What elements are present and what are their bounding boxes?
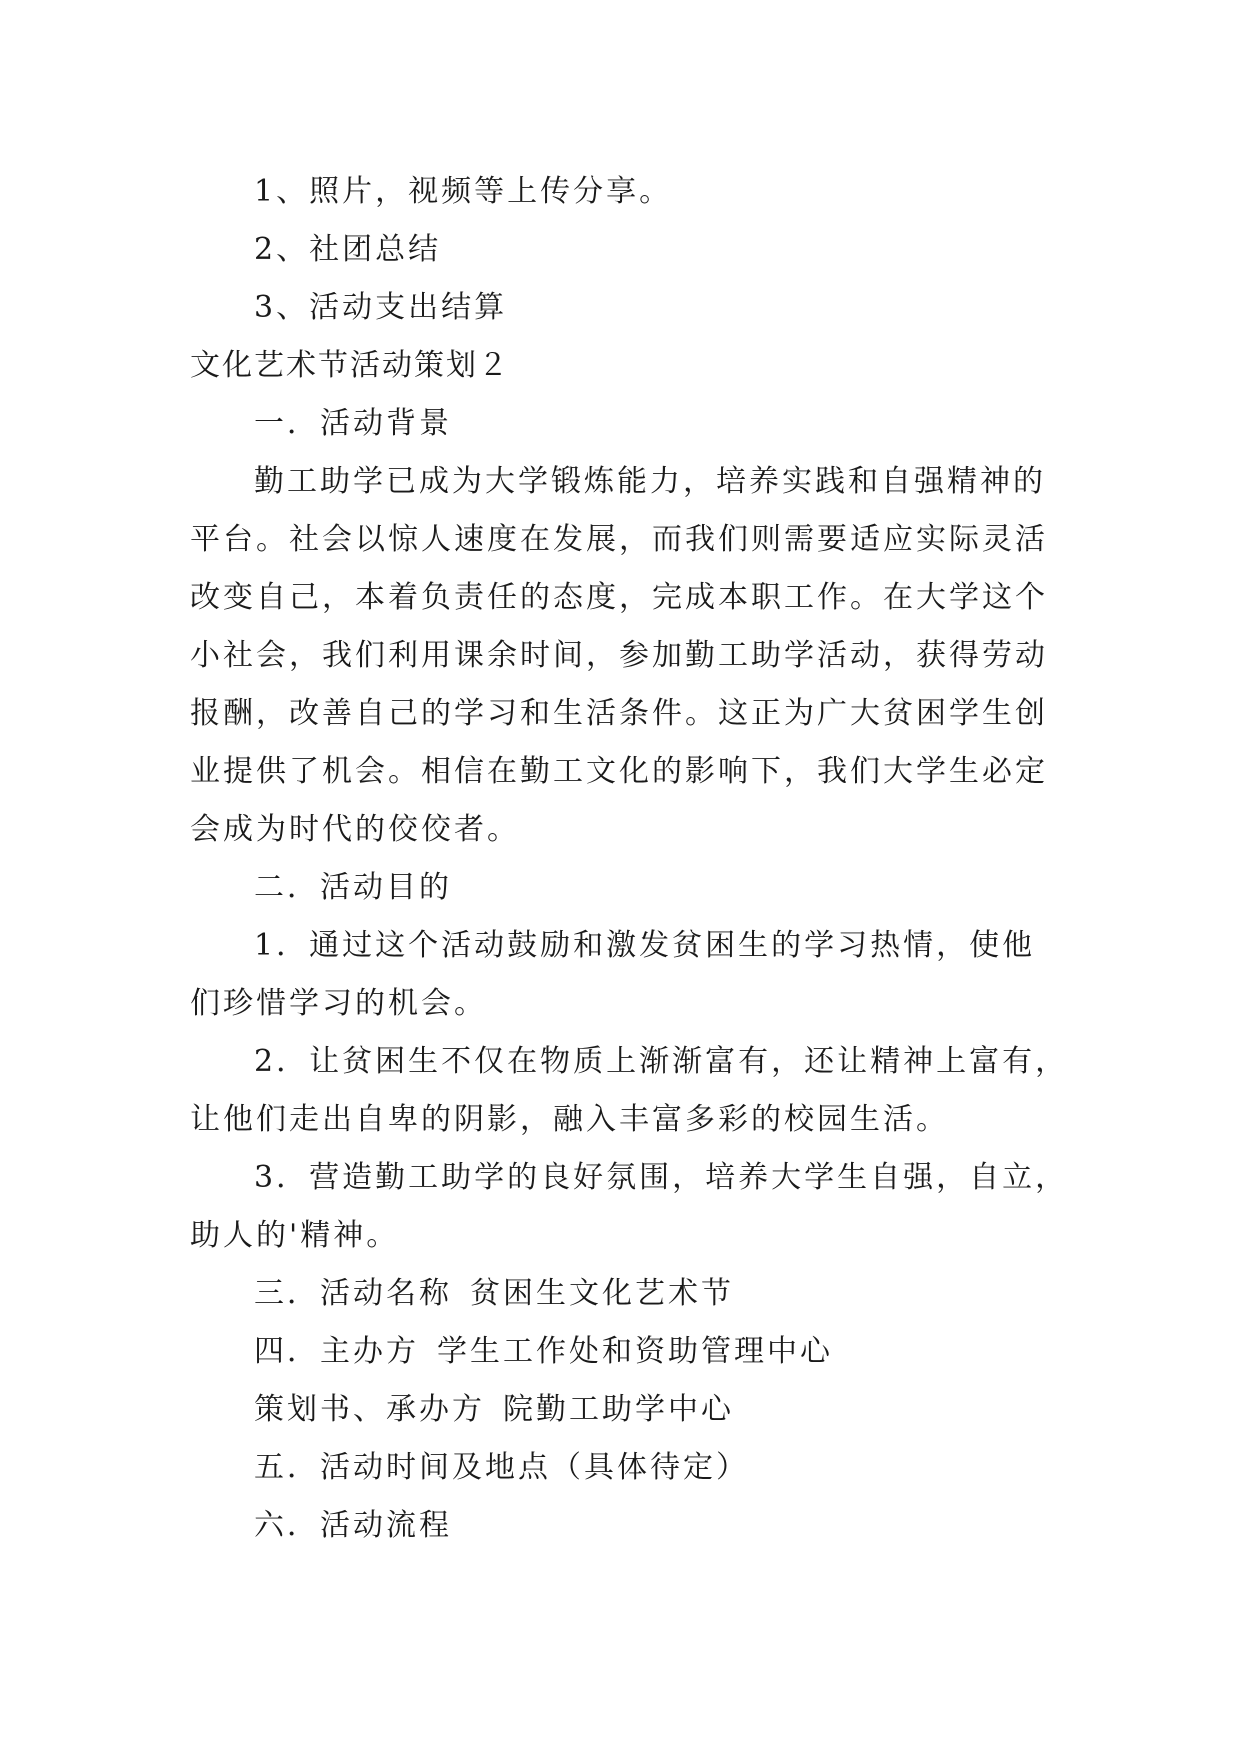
section-heading-background: 一．活动背景 xyxy=(254,406,452,441)
paragraph-line: 1．通过这个活动鼓励和激发贫困生的学习热情，使他 xyxy=(254,928,1036,963)
paragraph-line: 平台。社会以惊人速度在发展，而我们则需要适应实际灵活 xyxy=(190,522,1048,557)
organizer-value: 学生工作处和资助管理中心 xyxy=(437,1334,833,1369)
section-co-organizer xyxy=(190,1381,1070,1439)
paragraph-line: 助人的'精神。 xyxy=(190,1218,400,1253)
paragraph-line: 3．营造勤工助学的良好氛围，培养大学生自强，自立， xyxy=(254,1160,1069,1195)
section-heading-process: 六．活动流程 xyxy=(254,1508,452,1543)
co-organizer-value: 院勤工助学中心 xyxy=(503,1392,734,1427)
document-title: 文化艺术节活动策划２ xyxy=(190,348,510,383)
paragraph-line: 勤工助学已成为大学锻炼能力，培养实践和自强精神的 xyxy=(254,464,1046,499)
list-item: 1、照片，视频等上传分享。 xyxy=(254,174,673,209)
section-heading-time-place: 五．活动时间及地点（具体待定） xyxy=(254,1450,749,1485)
paragraph-line: 改变自己，本着负责任的态度，完成本职工作。在大学这个 xyxy=(190,580,1048,615)
paragraph-line: 报酬，改善自己的学习和生活条件。这正为广大贫困学生创 xyxy=(190,696,1048,731)
section-heading-name: 三．活动名称 xyxy=(254,1276,452,1311)
paragraph-line: 让他们走出自卑的阴影，融入丰富多彩的校园生活。 xyxy=(190,1102,949,1137)
paragraph-line: 业提供了机会。相信在勤工文化的影响下，我们大学生必定 xyxy=(190,754,1048,789)
document-body xyxy=(190,163,1070,1555)
activity-name-value: 贫困生文化艺术节 xyxy=(470,1276,734,1311)
paragraph-line: 会成为时代的佼佼者。 xyxy=(190,812,520,847)
paragraph-line: 小社会，我们利用课余时间，参加勤工助学活动，获得劳动 xyxy=(190,638,1048,673)
co-organizer-heading: 策划书、承办方 xyxy=(254,1392,485,1427)
section-heading-purpose: 二．活动目的 xyxy=(254,870,452,905)
list-item: 3、活动支出结算 xyxy=(254,290,508,325)
section-organizer xyxy=(190,1323,1070,1381)
section-heading-organizer: 四．主办方 xyxy=(254,1334,419,1369)
list-item: 2、社团总结 xyxy=(254,232,442,267)
section-activity-name xyxy=(190,1265,1070,1323)
paragraph-line: 2．让贫困生不仅在物质上渐渐富有，还让精神上富有， xyxy=(254,1044,1069,1079)
paragraph-line: 们珍惜学习的机会。 xyxy=(190,986,487,1021)
